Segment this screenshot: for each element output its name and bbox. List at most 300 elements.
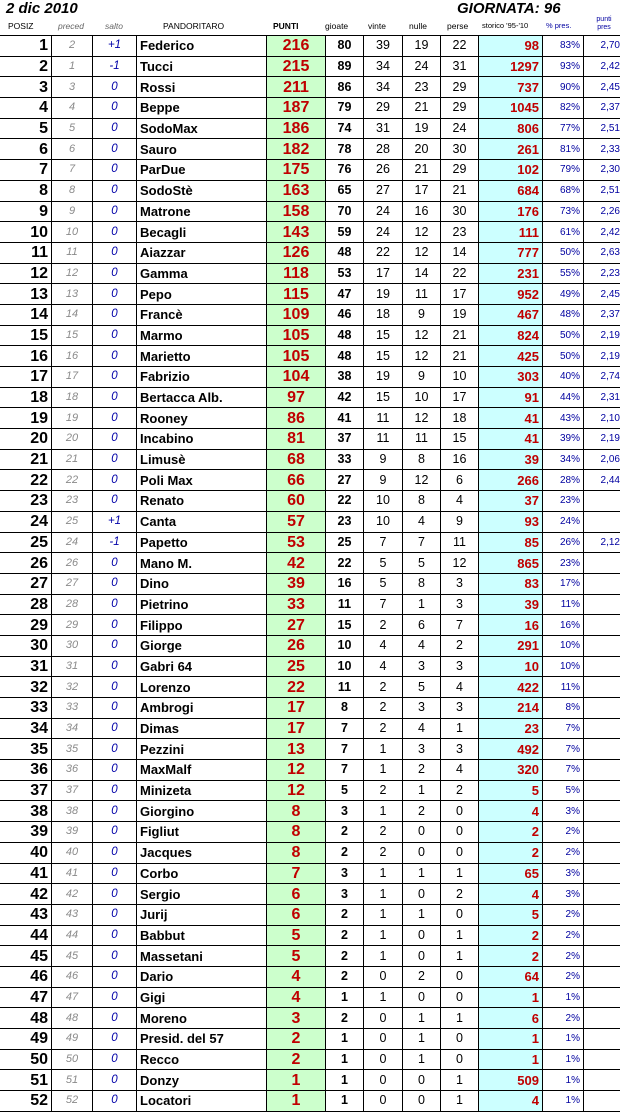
position-cell: 42 <box>0 884 52 905</box>
lost-cell: 9 <box>441 511 479 532</box>
table-row <box>0 553 620 574</box>
lost-cell: 17 <box>441 387 479 408</box>
historic-points-cell: 467 <box>479 304 543 325</box>
played-cell: 46 <box>326 304 364 325</box>
col-header-storico: storico '95-'10 <box>482 21 528 30</box>
drawn-cell: 19 <box>403 36 441 57</box>
presence-percent-cell: 7% <box>543 760 584 781</box>
drawn-cell: 1 <box>403 1049 441 1070</box>
position-cell: 35 <box>0 739 52 760</box>
played-cell: 2 <box>326 925 364 946</box>
presence-percent-cell: 2% <box>543 966 584 987</box>
played-cell: 59 <box>326 222 364 243</box>
table-row <box>0 284 620 305</box>
points-per-presence-cell <box>584 615 620 636</box>
drawn-cell: 5 <box>403 677 441 698</box>
drawn-cell: 10 <box>403 387 441 408</box>
position-cell: 8 <box>0 180 52 201</box>
lost-cell: 29 <box>441 160 479 181</box>
table-row <box>0 822 620 843</box>
drawn-cell: 11 <box>403 284 441 305</box>
presence-percent-cell: 82% <box>543 98 584 119</box>
previous-position-cell: 3 <box>52 77 93 98</box>
points-cell: 53 <box>267 532 326 553</box>
won-cell: 0 <box>364 1049 403 1070</box>
lost-cell: 24 <box>441 118 479 139</box>
player-name-cell: Recco <box>137 1049 267 1070</box>
historic-points-cell: 39 <box>479 449 543 470</box>
presence-percent-cell: 11% <box>543 677 584 698</box>
previous-position-cell: 49 <box>52 1029 93 1050</box>
position-change-cell: 0 <box>93 263 137 284</box>
player-name-cell: Corbo <box>137 863 267 884</box>
points-per-presence-cell <box>584 904 620 925</box>
player-name-cell: Sergio <box>137 884 267 905</box>
player-name-cell: Gamma <box>137 263 267 284</box>
previous-position-cell: 46 <box>52 966 93 987</box>
points-per-presence-cell <box>584 1070 620 1091</box>
position-cell: 39 <box>0 822 52 843</box>
table-row <box>0 987 620 1008</box>
lost-cell: 0 <box>441 842 479 863</box>
previous-position-cell: 7 <box>52 160 93 181</box>
points-per-presence-cell: 2,19 <box>584 429 620 450</box>
historic-points-cell: 214 <box>479 698 543 719</box>
lost-cell: 16 <box>441 449 479 470</box>
won-cell: 24 <box>364 201 403 222</box>
won-cell: 2 <box>364 677 403 698</box>
played-cell: 5 <box>326 780 364 801</box>
position-change-cell: 0 <box>93 842 137 863</box>
points-per-presence-cell <box>584 801 620 822</box>
played-cell: 11 <box>326 594 364 615</box>
position-cell: 16 <box>0 346 52 367</box>
drawn-cell: 8 <box>403 491 441 512</box>
historic-points-cell: 1 <box>479 987 543 1008</box>
player-name-cell: Marmo <box>137 325 267 346</box>
player-name-cell: Dario <box>137 966 267 987</box>
table-row <box>0 801 620 822</box>
table-row <box>0 1008 620 1029</box>
won-cell: 0 <box>364 1091 403 1112</box>
presence-percent-cell: 2% <box>543 904 584 925</box>
previous-position-cell: 23 <box>52 491 93 512</box>
player-name-cell: Incabino <box>137 429 267 450</box>
player-name-cell: Filippo <box>137 615 267 636</box>
position-change-cell: 0 <box>93 946 137 967</box>
won-cell: 1 <box>364 760 403 781</box>
position-change-cell: 0 <box>93 573 137 594</box>
presence-percent-cell: 50% <box>543 242 584 263</box>
position-cell: 3 <box>0 77 52 98</box>
points-per-presence-cell: 2,45 <box>584 77 620 98</box>
historic-points-cell: 777 <box>479 242 543 263</box>
position-change-cell: 0 <box>93 780 137 801</box>
points-cell: 68 <box>267 449 326 470</box>
drawn-cell: 20 <box>403 139 441 160</box>
presence-percent-cell: 8% <box>543 698 584 719</box>
points-per-presence-cell: 2,06 <box>584 449 620 470</box>
presence-percent-cell: 3% <box>543 884 584 905</box>
position-change-cell: 0 <box>93 408 137 429</box>
played-cell: 10 <box>326 635 364 656</box>
won-cell: 24 <box>364 222 403 243</box>
player-name-cell: Rooney <box>137 408 267 429</box>
historic-points-cell: 425 <box>479 346 543 367</box>
position-cell: 4 <box>0 98 52 119</box>
points-per-presence-cell <box>584 987 620 1008</box>
position-change-cell: -1 <box>93 56 137 77</box>
player-name-cell: Aiazzar <box>137 242 267 263</box>
played-cell: 1 <box>326 1091 364 1112</box>
drawn-cell: 3 <box>403 698 441 719</box>
table-row <box>0 56 620 77</box>
played-cell: 80 <box>326 36 364 57</box>
position-cell: 23 <box>0 491 52 512</box>
position-cell: 46 <box>0 966 52 987</box>
points-cell: 39 <box>267 573 326 594</box>
drawn-cell: 6 <box>403 615 441 636</box>
position-cell: 24 <box>0 511 52 532</box>
previous-position-cell: 36 <box>52 760 93 781</box>
presence-percent-cell: 77% <box>543 118 584 139</box>
won-cell: 1 <box>364 739 403 760</box>
points-per-presence-cell <box>584 573 620 594</box>
points-per-presence-cell <box>584 863 620 884</box>
points-cell: 6 <box>267 884 326 905</box>
lost-cell: 2 <box>441 780 479 801</box>
lost-cell: 1 <box>441 718 479 739</box>
player-name-cell: Marietto <box>137 346 267 367</box>
drawn-cell: 14 <box>403 263 441 284</box>
played-cell: 22 <box>326 491 364 512</box>
lost-cell: 23 <box>441 222 479 243</box>
player-name-cell: Moreno <box>137 1008 267 1029</box>
presence-percent-cell: 1% <box>543 987 584 1008</box>
played-cell: 8 <box>326 698 364 719</box>
table-row <box>0 98 620 119</box>
position-change-cell: 0 <box>93 925 137 946</box>
played-cell: 2 <box>326 904 364 925</box>
player-name-cell: Donzy <box>137 1070 267 1091</box>
previous-position-cell: 20 <box>52 429 93 450</box>
points-per-presence-cell: 2,10 <box>584 408 620 429</box>
table-row <box>0 635 620 656</box>
historic-points-cell: 4 <box>479 884 543 905</box>
position-change-cell: 0 <box>93 966 137 987</box>
lost-cell: 4 <box>441 760 479 781</box>
presence-percent-cell: 50% <box>543 346 584 367</box>
previous-position-cell: 47 <box>52 987 93 1008</box>
lost-cell: 15 <box>441 429 479 450</box>
position-change-cell: 0 <box>93 387 137 408</box>
presence-percent-cell: 10% <box>543 656 584 677</box>
position-cell: 28 <box>0 594 52 615</box>
position-change-cell: 0 <box>93 739 137 760</box>
points-cell: 22 <box>267 677 326 698</box>
table-row <box>0 842 620 863</box>
table-row <box>0 1049 620 1070</box>
points-cell: 187 <box>267 98 326 119</box>
table-row <box>0 966 620 987</box>
player-name-cell: Gabri 64 <box>137 656 267 677</box>
table-row <box>0 904 620 925</box>
points-cell: 42 <box>267 553 326 574</box>
table-row <box>0 884 620 905</box>
points-cell: 8 <box>267 822 326 843</box>
position-change-cell: 0 <box>93 325 137 346</box>
lost-cell: 18 <box>441 408 479 429</box>
player-name-cell: Massetani <box>137 946 267 967</box>
played-cell: 33 <box>326 449 364 470</box>
played-cell: 3 <box>326 801 364 822</box>
lost-cell: 1 <box>441 863 479 884</box>
previous-position-cell: 17 <box>52 367 93 388</box>
drawn-cell: 1 <box>403 1008 441 1029</box>
position-change-cell: 0 <box>93 429 137 450</box>
previous-position-cell: 29 <box>52 615 93 636</box>
presence-percent-cell: 28% <box>543 470 584 491</box>
points-cell: 115 <box>267 284 326 305</box>
player-name-cell: Tucci <box>137 56 267 77</box>
lost-cell: 22 <box>441 36 479 57</box>
position-cell: 7 <box>0 160 52 181</box>
lost-cell: 3 <box>441 739 479 760</box>
previous-position-cell: 9 <box>52 201 93 222</box>
presence-percent-cell: 1% <box>543 1070 584 1091</box>
points-per-presence-cell: 2,19 <box>584 346 620 367</box>
position-cell: 9 <box>0 201 52 222</box>
historic-points-cell: 10 <box>479 656 543 677</box>
presence-percent-cell: 43% <box>543 408 584 429</box>
lost-cell: 0 <box>441 966 479 987</box>
points-cell: 13 <box>267 739 326 760</box>
position-cell: 44 <box>0 925 52 946</box>
position-cell: 5 <box>0 118 52 139</box>
lost-cell: 3 <box>441 573 479 594</box>
points-per-presence-cell <box>584 925 620 946</box>
position-change-cell: 0 <box>93 801 137 822</box>
previous-position-cell: 24 <box>52 532 93 553</box>
drawn-cell: 12 <box>403 325 441 346</box>
presence-percent-cell: 2% <box>543 1008 584 1029</box>
position-cell: 10 <box>0 222 52 243</box>
historic-points-cell: 231 <box>479 263 543 284</box>
points-per-presence-cell: 2,26 <box>584 201 620 222</box>
historic-points-cell: 85 <box>479 532 543 553</box>
lost-cell: 12 <box>441 553 479 574</box>
previous-position-cell: 15 <box>52 325 93 346</box>
points-per-presence-cell <box>584 635 620 656</box>
drawn-cell: 0 <box>403 884 441 905</box>
presence-percent-cell: 90% <box>543 77 584 98</box>
historic-points-cell: 261 <box>479 139 543 160</box>
presence-percent-cell: 44% <box>543 387 584 408</box>
previous-position-cell: 52 <box>52 1091 93 1112</box>
position-cell: 31 <box>0 656 52 677</box>
lost-cell: 3 <box>441 698 479 719</box>
points-per-presence-cell: 2,51 <box>584 118 620 139</box>
lost-cell: 29 <box>441 77 479 98</box>
position-change-cell: 0 <box>93 615 137 636</box>
played-cell: 89 <box>326 56 364 77</box>
table-row <box>0 36 620 57</box>
previous-position-cell: 5 <box>52 118 93 139</box>
won-cell: 15 <box>364 325 403 346</box>
historic-points-cell: 83 <box>479 573 543 594</box>
points-cell: 105 <box>267 325 326 346</box>
won-cell: 10 <box>364 511 403 532</box>
points-per-presence-cell <box>584 1091 620 1112</box>
table-row <box>0 263 620 284</box>
points-per-presence-cell: 2,74 <box>584 367 620 388</box>
position-cell: 32 <box>0 677 52 698</box>
player-name-cell: Giorgino <box>137 801 267 822</box>
drawn-cell: 0 <box>403 822 441 843</box>
position-cell: 51 <box>0 1070 52 1091</box>
drawn-cell: 12 <box>403 470 441 491</box>
lost-cell: 1 <box>441 925 479 946</box>
position-change-cell: 0 <box>93 284 137 305</box>
position-cell: 49 <box>0 1029 52 1050</box>
table-row <box>0 387 620 408</box>
player-name-cell: Jurij <box>137 904 267 925</box>
presence-percent-cell: 11% <box>543 594 584 615</box>
position-change-cell: 0 <box>93 718 137 739</box>
player-name-cell: Canta <box>137 511 267 532</box>
position-change-cell: 0 <box>93 698 137 719</box>
points-cell: 158 <box>267 201 326 222</box>
historic-points-cell: 865 <box>479 553 543 574</box>
played-cell: 53 <box>326 263 364 284</box>
table-row <box>0 615 620 636</box>
won-cell: 10 <box>364 491 403 512</box>
position-cell: 52 <box>0 1091 52 1112</box>
points-per-presence-cell <box>584 946 620 967</box>
played-cell: 41 <box>326 408 364 429</box>
won-cell: 2 <box>364 822 403 843</box>
historic-points-cell: 5 <box>479 780 543 801</box>
historic-points-cell: 91 <box>479 387 543 408</box>
played-cell: 48 <box>326 242 364 263</box>
presence-percent-cell: 55% <box>543 263 584 284</box>
table-row <box>0 1070 620 1091</box>
points-cell: 12 <box>267 780 326 801</box>
lost-cell: 21 <box>441 346 479 367</box>
won-cell: 9 <box>364 449 403 470</box>
drawn-cell: 1 <box>403 904 441 925</box>
won-cell: 15 <box>364 346 403 367</box>
points-cell: 4 <box>267 966 326 987</box>
played-cell: 11 <box>326 677 364 698</box>
position-cell: 13 <box>0 284 52 305</box>
presence-percent-cell: 1% <box>543 1049 584 1070</box>
position-cell: 38 <box>0 801 52 822</box>
position-cell: 30 <box>0 635 52 656</box>
col-header-vinte: vinte <box>368 21 386 31</box>
previous-position-cell: 4 <box>52 98 93 119</box>
points-cell: 17 <box>267 718 326 739</box>
position-change-cell: 0 <box>93 491 137 512</box>
won-cell: 2 <box>364 842 403 863</box>
position-change-cell: 0 <box>93 180 137 201</box>
player-name-cell: SodoStè <box>137 180 267 201</box>
player-name-cell: Renato <box>137 491 267 512</box>
position-change-cell: 0 <box>93 160 137 181</box>
points-cell: 6 <box>267 904 326 925</box>
position-cell: 37 <box>0 780 52 801</box>
player-name-cell: Federico <box>137 36 267 57</box>
table-row <box>0 346 620 367</box>
points-per-presence-cell: 2,70 <box>584 36 620 57</box>
played-cell: 2 <box>326 1008 364 1029</box>
historic-points-cell: 176 <box>479 201 543 222</box>
won-cell: 34 <box>364 56 403 77</box>
drawn-cell: 17 <box>403 180 441 201</box>
played-cell: 3 <box>326 884 364 905</box>
won-cell: 28 <box>364 139 403 160</box>
table-row <box>0 242 620 263</box>
points-cell: 27 <box>267 615 326 636</box>
points-cell: 211 <box>267 77 326 98</box>
position-cell: 41 <box>0 863 52 884</box>
played-cell: 38 <box>326 367 364 388</box>
previous-position-cell: 30 <box>52 635 93 656</box>
points-per-presence-cell <box>584 1029 620 1050</box>
previous-position-cell: 1 <box>52 56 93 77</box>
previous-position-cell: 31 <box>52 656 93 677</box>
previous-position-cell: 27 <box>52 573 93 594</box>
played-cell: 1 <box>326 1070 364 1091</box>
points-per-presence-cell <box>584 884 620 905</box>
played-cell: 2 <box>326 842 364 863</box>
points-per-presence-cell: 2,45 <box>584 284 620 305</box>
historic-points-cell: 41 <box>479 408 543 429</box>
points-cell: 105 <box>267 346 326 367</box>
previous-position-cell: 51 <box>52 1070 93 1091</box>
position-cell: 11 <box>0 242 52 263</box>
position-cell: 14 <box>0 304 52 325</box>
played-cell: 37 <box>326 429 364 450</box>
previous-position-cell: 6 <box>52 139 93 160</box>
presence-percent-cell: 79% <box>543 160 584 181</box>
presence-percent-cell: 34% <box>543 449 584 470</box>
points-per-presence-cell <box>584 739 620 760</box>
position-change-cell: 0 <box>93 553 137 574</box>
player-name-cell: Presid. del 57 <box>137 1029 267 1050</box>
table-row <box>0 573 620 594</box>
drawn-cell: 1 <box>403 1029 441 1050</box>
drawn-cell: 12 <box>403 408 441 429</box>
points-cell: 97 <box>267 387 326 408</box>
position-cell: 47 <box>0 987 52 1008</box>
played-cell: 25 <box>326 532 364 553</box>
table-row <box>0 449 620 470</box>
previous-position-cell: 42 <box>52 884 93 905</box>
position-cell: 20 <box>0 429 52 450</box>
previous-position-cell: 2 <box>52 36 93 57</box>
position-cell: 33 <box>0 698 52 719</box>
position-change-cell: 0 <box>93 346 137 367</box>
won-cell: 5 <box>364 553 403 574</box>
presence-percent-cell: 23% <box>543 553 584 574</box>
won-cell: 1 <box>364 904 403 925</box>
points-cell: 66 <box>267 470 326 491</box>
played-cell: 3 <box>326 863 364 884</box>
drawn-cell: 0 <box>403 925 441 946</box>
position-change-cell: 0 <box>93 904 137 925</box>
lost-cell: 1 <box>441 1008 479 1029</box>
